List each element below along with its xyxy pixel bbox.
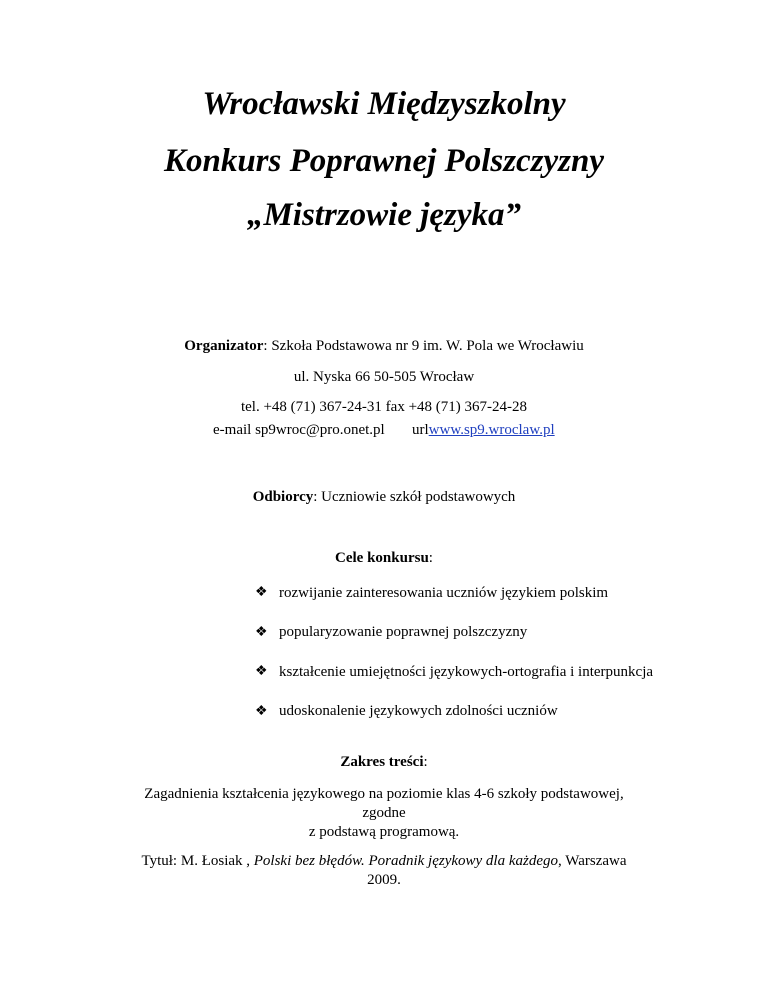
list-item [255,662,653,682]
scope-line-3: z podstawą programową. [308,824,460,840]
address-line: ul. Nyska 66 50-505 Wrocław [293,369,475,385]
reference-title: Polski bez błędów. Poradnik językowy dla każdego [253,853,559,869]
url-line [412,420,555,440]
recipients-line [0,487,768,507]
organizer-label: Organizator [184,338,264,354]
diamond-bullet-icon: ❖ [255,585,268,600]
title-line-2: Konkurs Poprawnej Polszczyzny [163,143,605,179]
scope-line-2: zgodne [362,805,406,821]
list-item-text: kształcenie umiejętności językowych-ortografia i interpunkcja [279,663,654,680]
goals-heading [0,548,768,568]
title-line-1: Wrocławski Międzyszkolny [202,86,566,122]
organizer-text: : Szkoła Podstawowa nr 9 im. W. Pola we Wrocławiu [263,338,584,354]
diamond-bullet-icon: ❖ [255,624,268,640]
recipients-label: Odbiorcy [252,489,314,505]
list-item-text: udoskonalenie językowych zdolności uczniów [279,703,558,719]
title-line-3: „Mistrzowie języka” [246,197,522,233]
reference-year: 2009. [367,872,401,888]
url-label: url [412,422,429,438]
scope-paragraph [130,785,638,842]
scope-label: Zakres treści [340,754,424,770]
reference-paragraph [130,852,638,890]
list-item-text: rozwijanie zainteresowania uczniów językiem polskim [279,584,609,601]
list-item [255,623,653,643]
email-text: e-mail sp9wroc@pro.onet.pl [213,422,385,438]
list-item [255,583,653,603]
scope-line-1: Zagadnienia kształcenia językowego na poziomie klas 4-6 szkoły podstawowej, [144,786,624,802]
diamond-bullet-icon: ❖ [255,703,268,719]
reference-prefix: Tytuł: M. Łosiak , [141,853,254,869]
reference-suffix: , Warszawa [558,853,627,869]
scope-heading [0,752,768,772]
organizer-line [0,336,768,356]
goals-label: Cele konkursu [335,550,429,566]
scope-suffix: : [423,754,428,770]
website-link[interactable]: www.sp9.wroclaw.pl [428,422,555,438]
list-item [255,702,653,722]
phone-line: tel. +48 (71) 367-24-31 fax +48 (71) 367-24-28 [240,399,528,415]
list-item-text: popularyzowanie poprawnej polszczyzny [279,624,528,640]
recipients-text: : Uczniowie szkół podstawowych [313,489,516,505]
goals-list [255,583,653,741]
diamond-bullet-icon: ❖ [255,664,268,679]
goals-suffix: : [428,550,433,566]
